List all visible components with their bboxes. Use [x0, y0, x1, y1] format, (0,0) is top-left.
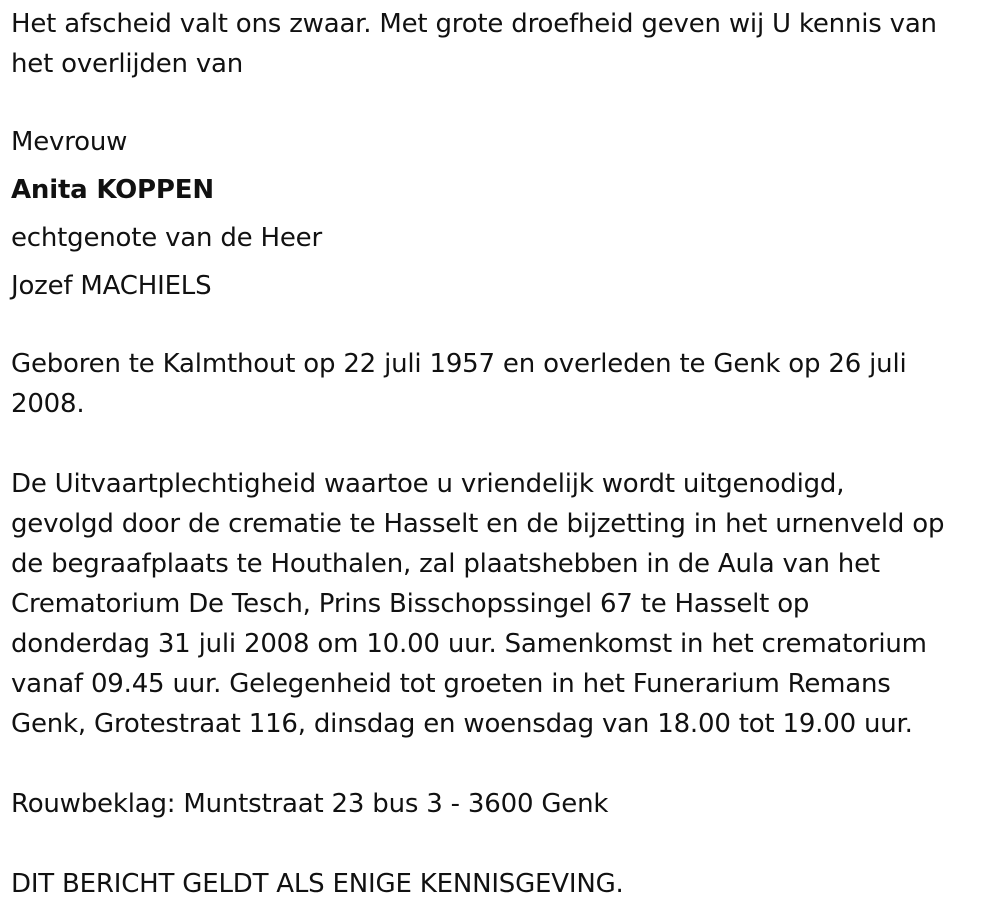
intro-paragraph — [11, 4, 1000, 84]
ceremony-line: de begraafplaats te Houthalen, zal plaatshebben in de Aula van het — [11, 549, 880, 579]
ceremony-paragraph — [11, 464, 1000, 744]
ceremony-line: donderdag 31 juli 2008 om 10.00 uur. Samenkomst in het crematorium — [11, 629, 927, 659]
birth-death-line-1: Geboren te Kalmthout op 22 juli 1957 en overleden te Genk op 26 juli — [11, 349, 907, 379]
birth-death-paragraph — [11, 344, 1000, 424]
spacer — [11, 84, 1000, 122]
obituary-document — [0, 4, 1000, 924]
deceased-block — [11, 118, 1000, 310]
ceremony-line: Genk, Grotestraat 116, dinsdag en woensdag van 18.00 tot 19.00 uur. — [11, 709, 913, 739]
relation-text: echtgenote van de Heer — [11, 223, 322, 253]
ceremony-line: vanaf 09.45 uur. Gelegenheid tot groeten in het Funerarium Remans — [11, 669, 891, 699]
deceased-name: Anita KOPPEN — [11, 175, 214, 205]
ceremony-line: Crematorium De Tesch, Prins Bisschopssingel 67 te Hasselt op — [11, 589, 810, 619]
spacer — [11, 310, 1000, 344]
intro-line-2: het overlijden van — [11, 49, 244, 79]
spacer — [11, 424, 1000, 464]
ceremony-line: gevolgd door de crematie te Hasselt en de bijzetting in het urnenveld op — [11, 509, 945, 539]
ceremony-line: De Uitvaartplechtigheid waartoe u vriendelijk wordt uitgenodigd, — [11, 469, 845, 499]
spacer — [11, 824, 1000, 864]
birth-death-line-2: 2008. — [11, 389, 85, 419]
spouse-name: Jozef MACHIELS — [11, 271, 212, 301]
salutation: Mevrouw — [11, 127, 128, 157]
spacer — [11, 744, 1000, 784]
notice-text: DIT BERICHT GELDT ALS ENIGE KENNISGEVING. — [11, 869, 624, 899]
condolences-address: Rouwbeklag: Muntstraat 23 bus 3 - 3600 Genk — [11, 789, 609, 819]
intro-line-1: Het afscheid valt ons zwaar. Met grote droefheid geven wij U kennis van — [11, 9, 937, 39]
